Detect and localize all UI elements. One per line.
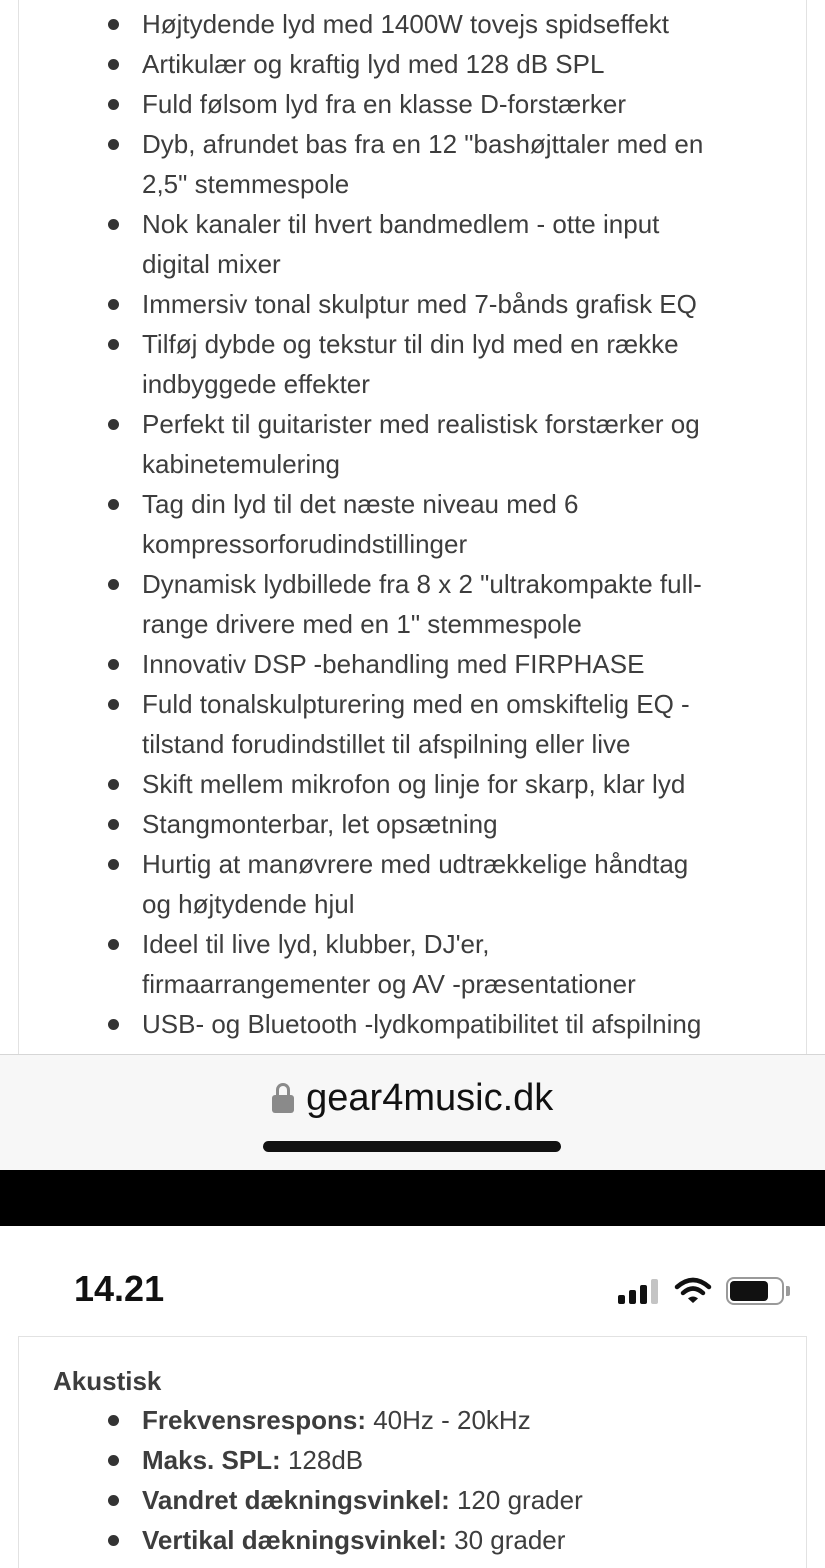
signal-bar bbox=[618, 1295, 625, 1304]
screenshot-divider bbox=[0, 1170, 825, 1226]
bullet-icon bbox=[108, 139, 119, 150]
home-indicator[interactable] bbox=[263, 1141, 561, 1152]
bullet-icon bbox=[108, 99, 119, 110]
feature-text: Dynamisk lydbillede fra 8 x 2 "ultrakompakte full- bbox=[142, 569, 702, 599]
bullet-icon bbox=[108, 1019, 119, 1030]
url-text[interactable]: gear4music.dk bbox=[306, 1077, 554, 1119]
spec-key: Vandret dækningsvinkel: bbox=[142, 1485, 450, 1515]
bullet-icon bbox=[108, 1455, 119, 1466]
feature-list-line bbox=[142, 804, 782, 844]
spec-item bbox=[142, 1440, 583, 1480]
feature-list-line bbox=[142, 404, 782, 444]
feature-list-line bbox=[142, 764, 782, 804]
feature-text: Innovativ DSP -behandling med FIRPHASE bbox=[142, 649, 645, 679]
address-bar-content[interactable] bbox=[0, 1077, 825, 1127]
signal-bar bbox=[629, 1290, 636, 1304]
feature-text: firmaarrangementer og AV -præsentationer bbox=[142, 969, 636, 999]
feature-text: USB- og Bluetooth -lydkompatibilitet til afspilning bbox=[142, 1009, 702, 1039]
feature-text: tilstand forudindstillet til afspilning eller live bbox=[142, 729, 631, 759]
feature-text: indbyggede effekter bbox=[142, 369, 370, 399]
bullet-icon bbox=[108, 819, 119, 830]
feature-list-line bbox=[142, 84, 782, 124]
feature-text: Fuld tonalskulpturering med en omskiftelig EQ - bbox=[142, 689, 690, 719]
bullet-icon bbox=[108, 1495, 119, 1506]
signal-bar bbox=[651, 1279, 658, 1304]
feature-list-line bbox=[142, 44, 782, 84]
feature-list-line bbox=[142, 644, 782, 684]
feature-text: Artikulær og kraftig lyd med 128 dB SPL bbox=[142, 49, 605, 79]
browser-address-bar[interactable] bbox=[0, 1054, 825, 1170]
feature-list-line bbox=[142, 1004, 782, 1044]
bullet-icon bbox=[108, 779, 119, 790]
bullet-icon bbox=[108, 419, 119, 430]
feature-text: Ideel til live lyd, klubber, DJ'er, bbox=[142, 929, 490, 959]
feature-list-line bbox=[142, 884, 782, 924]
wifi-icon bbox=[674, 1276, 712, 1304]
feature-list-line bbox=[142, 324, 782, 364]
spec-item bbox=[142, 1520, 583, 1560]
feature-list-line bbox=[142, 724, 782, 764]
feature-list-line bbox=[142, 364, 782, 404]
feature-text: Skift mellem mikrofon og linje for skarp, klar lyd bbox=[142, 769, 686, 799]
spec-value: 120 grader bbox=[449, 1485, 583, 1515]
spec-item bbox=[142, 1400, 583, 1440]
bullet-icon bbox=[108, 579, 119, 590]
feature-list-line bbox=[142, 444, 782, 484]
bullet-icon bbox=[108, 59, 119, 70]
bullet-icon bbox=[108, 859, 119, 870]
feature-list-line bbox=[142, 964, 782, 1004]
spec-key: Vertikal dækningsvinkel: bbox=[142, 1525, 447, 1555]
feature-text: Fuld følsom lyd fra en klasse D-forstærker bbox=[142, 89, 627, 119]
bullet-icon bbox=[108, 219, 119, 230]
battery-icon bbox=[726, 1277, 790, 1305]
feature-list-line bbox=[142, 484, 782, 524]
feature-text: og højtydende hjul bbox=[142, 889, 355, 919]
spec-item bbox=[142, 1480, 583, 1520]
spec-value: 30 grader bbox=[446, 1525, 566, 1555]
bullet-icon bbox=[108, 1535, 119, 1546]
status-bar-time: 14.21 bbox=[74, 1268, 165, 1309]
feature-list-line bbox=[142, 684, 782, 724]
specs-section-heading: Akustisk bbox=[53, 1366, 162, 1396]
feature-text: digital mixer bbox=[142, 249, 281, 279]
feature-list-line bbox=[142, 164, 782, 204]
feature-list-line bbox=[142, 604, 782, 644]
feature-text: kabinetemulering bbox=[142, 449, 341, 479]
feature-text: 2,5" stemmespole bbox=[142, 169, 350, 199]
feature-list-line bbox=[142, 924, 782, 964]
feature-text: Dyb, afrundet bas fra en 12 "bashøjttaler med en bbox=[142, 129, 704, 159]
feature-list-line bbox=[142, 204, 782, 244]
feature-text: Stangmonterbar, let opsætning bbox=[142, 809, 498, 839]
spec-key: Frekvensrespons: bbox=[142, 1405, 366, 1435]
bullet-icon bbox=[108, 659, 119, 670]
bullet-icon bbox=[108, 19, 119, 30]
feature-list-line bbox=[142, 524, 782, 564]
feature-text: Tilføj dybde og tekstur til din lyd med en række bbox=[142, 329, 679, 359]
feature-text: kompressorforudindstillinger bbox=[142, 529, 468, 559]
bullet-icon bbox=[108, 499, 119, 510]
feature-text: Perfekt til guitarister med realistisk forstærker og bbox=[142, 409, 700, 439]
spec-value: 40Hz - 20kHz bbox=[365, 1405, 531, 1435]
feature-text: Immersiv tonal skulptur med 7-bånds grafisk EQ bbox=[142, 289, 697, 319]
feature-text: Hurtig at manøvrere med udtrækkelige håndtag bbox=[142, 849, 689, 879]
feature-list-line bbox=[142, 244, 782, 284]
bullet-icon bbox=[108, 1415, 119, 1426]
feature-list-line bbox=[142, 4, 782, 44]
feature-list-line bbox=[142, 564, 782, 604]
spec-value: 128dB bbox=[280, 1445, 364, 1475]
signal-bar bbox=[640, 1285, 647, 1304]
feature-list bbox=[142, 4, 782, 1044]
bullet-icon bbox=[108, 939, 119, 950]
lock-icon bbox=[272, 1083, 294, 1113]
feature-text: range drivere med en 1" stemmespole bbox=[142, 609, 582, 639]
bullet-icon bbox=[108, 299, 119, 310]
feature-list-line bbox=[142, 284, 782, 324]
feature-text: Tag din lyd til det næste niveau med 6 bbox=[142, 489, 579, 519]
feature-text: Nok kanaler til hvert bandmedlem - otte input bbox=[142, 209, 660, 239]
feature-list-line bbox=[142, 124, 782, 164]
feature-text: Højtydende lyd med 1400W tovejs spidseffekt bbox=[142, 9, 670, 39]
spec-list bbox=[142, 1400, 583, 1560]
bullet-icon bbox=[108, 699, 119, 710]
cellular-signal-icon bbox=[618, 1278, 660, 1304]
feature-list-line bbox=[142, 844, 782, 884]
bullet-icon bbox=[108, 339, 119, 350]
spec-key: Maks. SPL: bbox=[142, 1445, 281, 1475]
product-page-screenshot-bottom bbox=[0, 1226, 825, 1568]
